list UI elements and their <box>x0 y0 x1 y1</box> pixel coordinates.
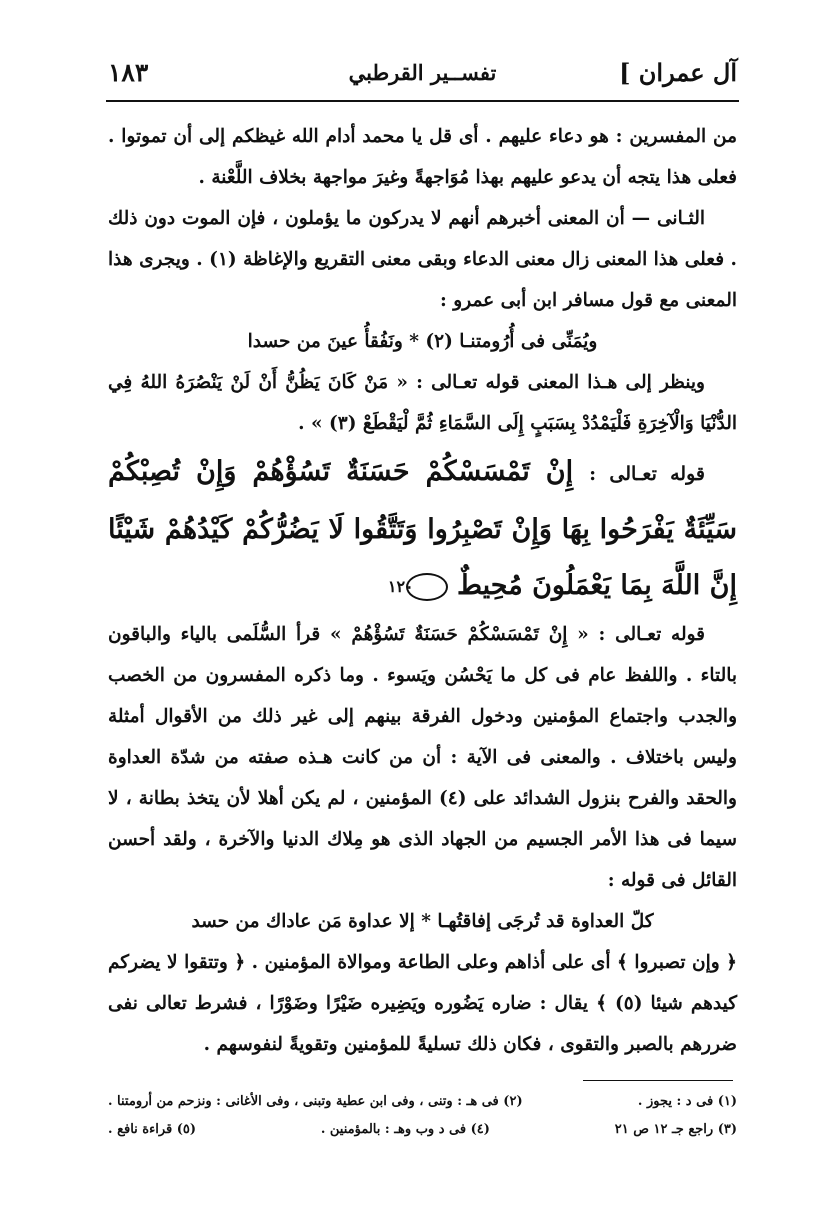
footnote-divider <box>583 1080 733 1081</box>
footnote-4: (٤) فى د وب وهـ : بالمؤمنين . <box>320 1122 490 1137</box>
page-header <box>108 58 737 98</box>
footnote-1: (١) فى د : يجوز . <box>637 1094 737 1109</box>
verse-intro: قوله تعـالى : <box>589 463 705 485</box>
paragraph-4: قوله تعـالى : « إِنْ تَمْسَسْكُمْ حَسَنَةٌ تَسُؤْهُمْ » قرأ السُّلَمى بالياء والباقون بالتاء . واللفظ عام فى كل ما يَحْسُن ويَسوء . وما ذكره المفسرون من الخصب والجدب واجتماع المؤمنين ودخول الفرقة بينهم إلى غير ذلك من الأقوال أمثلة وليس باختلاف . والمعنى فى الآية : أن من كانت هـذه صفته من شدّة العداوة والحقد والفرح بنزول الشدائد على (٤) المؤمنين ، لم يكن أهلا لأن يتخذ بطانة ، لا سيما فى هذا الأمر الجسيم من الجهاد الذى هو مِلاك الدنيا والآخرة ، ولقد أحسن القائل فى قوله : <box>108 624 738 891</box>
surah-name: آل عمران ] <box>619 58 737 87</box>
poem-verse-1: ويُمَنِّى فى أُرُومتنـا (٢) * ونَفُقأُ عينَ من حسدا <box>247 331 598 352</box>
quran-verse-text: إِنْ تَمْسَسْكُمْ حَسَنَةٌ تَسُؤْهُمْ وَإِنْ تُصِبْكُمْ سَيِّئَةٌ يَفْرَحُوا بِهَا وَإِنْ تَصْبِرُوا وَتَتَّقُوا لَا يَضُرُّكُمْ كَيْدُهُمْ شَيْئًا إِنَّ اللَّهَ بِمَا يَعْمَلُونَ مُحِيطٌ <box>108 456 737 601</box>
footnotes <box>108 1088 737 1144</box>
header-divider <box>106 100 739 102</box>
footnote-3: (٣) راجع جـ ١٢ ص ٢١ <box>614 1122 737 1137</box>
book-title: تفســير القرطبي <box>348 60 497 85</box>
footnote-row-1 <box>108 1088 737 1116</box>
quran-verse-block <box>108 444 737 614</box>
page-number: ١٨٣ <box>108 58 149 87</box>
poem-verse-2: كلّ العداوة قد تُرجَى إفاقتُهـا * إلا عداوة مَن عاداك من حسد <box>191 911 654 932</box>
footnote-2: (٢) فى هـ : وتنى ، وفى ابن عطية وتبنى ، وفى الأغانى : ونزحم من أرومتنا . <box>108 1094 523 1109</box>
footnote-5: (٥) قراءة نافع . <box>108 1122 197 1137</box>
paragraph-2: الثـانى — أن المعنى أخبرهم أنهم لا يدركون ما يؤملون ، فإن الموت دون ذلك . فعلى هذا المعنى زال معنى الدعاء وبقى معنى التقريع والإغاظة (١) . ويجرى هذا المعنى مع قول مسافر ابن أبى عمرو : <box>108 208 737 311</box>
ayah-number-marker: ١٢٠ <box>406 573 448 601</box>
paragraph-3: وينظر إلى هـذا المعنى قوله تعـالى : « مَنْ كَانَ يَظُنُّ أَنْ لَنْ يَنْصُرَهُ اللهُ فِي الدُّنْيَا وَالْآخِرَةِ فَلْيَمْدُدْ بِسَبَبٍ إِلَى السَّمَاءِ ثُمَّ لْيَقْطَعْ (٣) » . <box>108 372 737 434</box>
footnote-row-2 <box>108 1116 737 1144</box>
paragraph-5: ﴿ وإن تصبروا ﴾ أى على أذاهم وعلى الطاعة وموالاة المؤمنين . ﴿ وتتقوا لا يضركم كيدهم شيئا (٥) ﴾ يقال : ضاره يَضُوره ويَضِيره ضَيْرًا وضَوْرًا ، فشرط تعالى نفى ضررهم بالصبر والتقوى ، فكان ذلك تسليةً للمؤمنين وتقويةً لنفوسهم . <box>108 952 738 1055</box>
main-text <box>108 116 737 1065</box>
paragraph-1: من المفسرين : هو دعاء عليهم . أى قل يا محمد أدام الله غيظكم إلى أن تموتوا . فعلى هذا يتجه أن يدعو عليهم بهذا مُوَاجهةً وغيرَ مواجهة بخلاف اللَّعْنة . <box>108 126 737 188</box>
